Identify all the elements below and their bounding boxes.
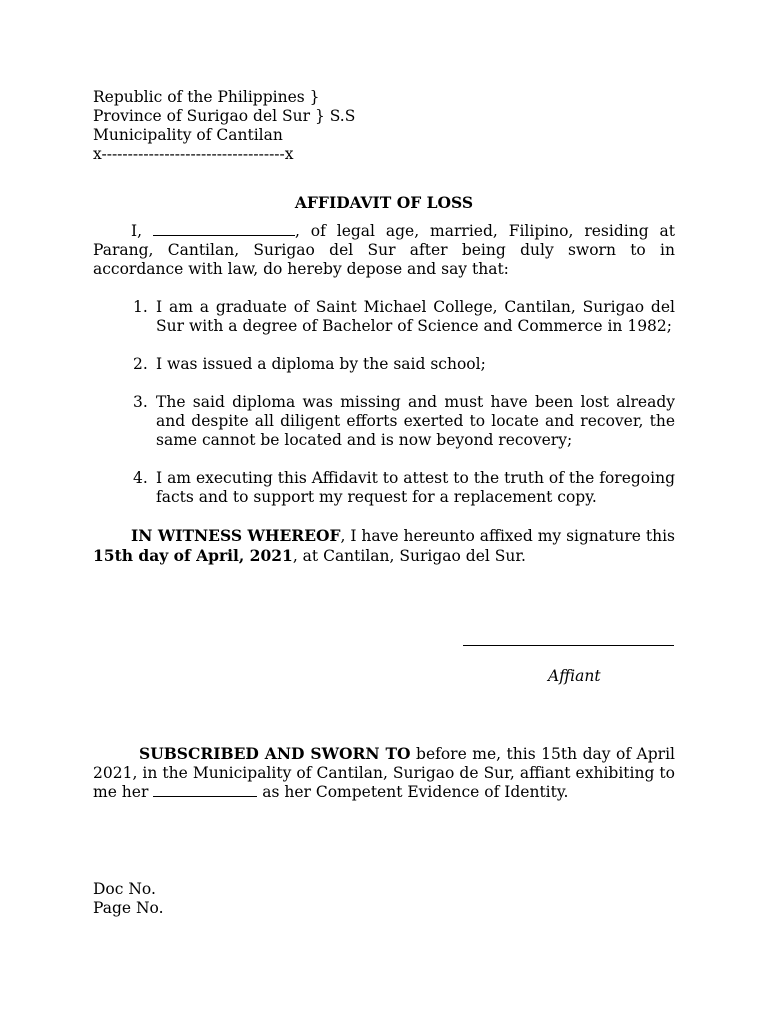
statement-list: [93, 298, 675, 507]
name-blank-line: [153, 222, 295, 236]
notarial-footer: [93, 880, 164, 918]
venue-separator: x-----------------------------------x: [93, 145, 294, 163]
witness-place: , at Cantilan, Surigao del Sur.: [292, 547, 526, 565]
intro-paragraph: [93, 222, 675, 279]
venue-header: [93, 88, 675, 164]
venue-line-municipality: Municipality of Cantilan: [93, 126, 283, 144]
list-item: [93, 298, 675, 336]
doc-no-label: Doc No.: [93, 880, 156, 898]
witness-date: 15th day of April, 2021: [93, 546, 293, 565]
witness-text: , I have hereunto affixed my signature this: [340, 527, 675, 545]
affidavit-page: [93, 88, 675, 566]
witness-paragraph: [93, 526, 675, 566]
page-no-label: Page No.: [93, 899, 164, 917]
jurat-text: before me, this 15th day of April 2021, in the Municipality of Cantilan, Surigao de Sur, affiant exhibiting to me her: [93, 745, 675, 801]
list-item-text: The said diploma was missing and must have been lost already and despite all diligent efforts exerted to locate and recover, the same cannot be located and is now beyond recovery;: [156, 393, 675, 449]
list-item-number: 4.: [133, 469, 148, 487]
list-item-number: 1.: [133, 298, 148, 316]
id-blank-line: [153, 783, 257, 797]
venue-line-province: Province of Surigao del Sur } S.S: [93, 107, 356, 125]
list-item-number: 3.: [133, 393, 148, 411]
list-item: [93, 355, 675, 374]
jurat-heading: SUBSCRIBED AND SWORN TO: [139, 744, 411, 763]
list-item-number: 2.: [133, 355, 148, 373]
affiant-label: Affiant: [548, 667, 601, 685]
document-title: AFFIDAVIT OF LOSS: [294, 193, 474, 212]
intro-text: , of legal age, married, Filipino, residing at Parang, Cantilan, Surigao del Sur after being duly sworn to in accordance with law, do hereby depose and say that:: [93, 222, 675, 278]
signature-line: [463, 645, 674, 646]
list-item-text: I am executing this Affidavit to attest to the truth of the foregoing facts and to support my request for a replacement copy.: [156, 469, 675, 506]
list-item-text: I am a graduate of Saint Michael College, Cantilan, Surigao del Sur with a degree of Bachelor of Science and Commerce in 1982;: [156, 298, 675, 335]
jurat-paragraph: [93, 744, 675, 802]
list-item: [93, 469, 675, 507]
list-item: [93, 393, 675, 450]
list-item-text: I was issued a diploma by the said school;: [156, 355, 486, 373]
jurat-text-end: as her Competent Evidence of Identity.: [257, 783, 569, 801]
venue-line-republic: Republic of the Philippines }: [93, 88, 320, 106]
witness-heading: IN WITNESS WHEREOF: [131, 526, 341, 545]
intro-prefix: I,: [131, 222, 153, 240]
